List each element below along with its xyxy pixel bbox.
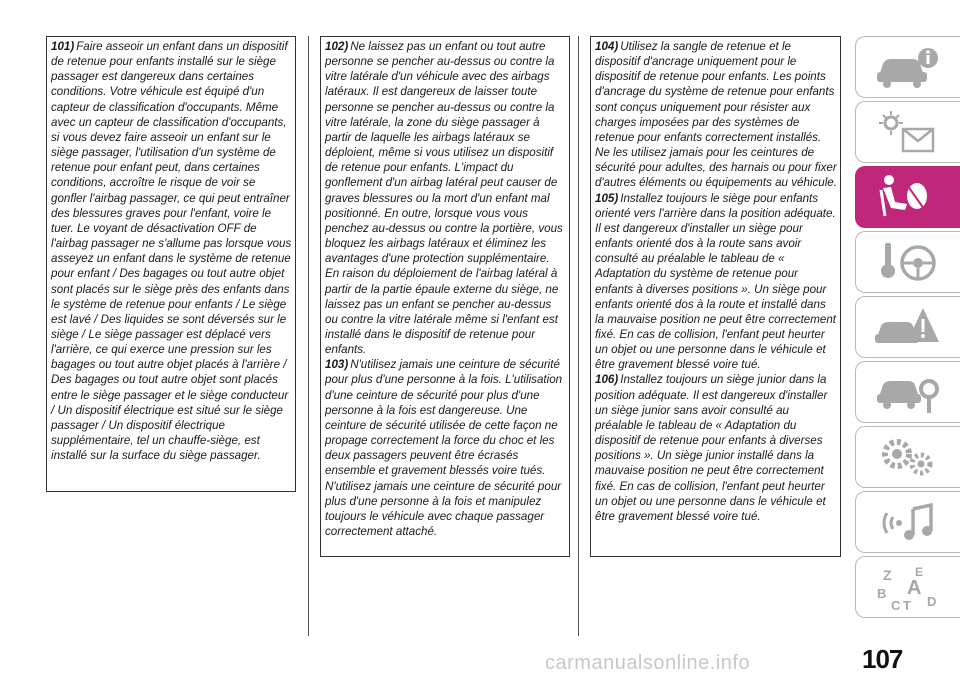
tab-dashboard[interactable] (855, 101, 960, 163)
breakdown-triangle-icon (873, 302, 943, 352)
tab-car-info[interactable] (855, 36, 960, 98)
car-maintenance-icon (873, 367, 943, 417)
warning-box-102-103 (320, 36, 570, 557)
svg-text:Z: Z (883, 567, 892, 583)
page-number: 107 (862, 644, 903, 674)
warning-number: 101) (51, 40, 75, 53)
warning-text: Installez toujours le siège pour enfants orienté vers l'arrière dans la position adéquate. Il est dangereux d'installer un siège pour enfants orienté dos à la route sans avoir consulté au préalable le tableau de « Adaptation du système de retenue pour enfants à diverses positions ». Un siège pour enfants orienté dos à la route et installé dans la mauvaise position ne peut être correctement fixé. En cas de collision, l'enfant peut heurter un objet ou une personne dans le véhicule et être gravement blessé voire tué. (595, 191, 837, 372)
multimedia-icon (873, 497, 943, 547)
warning-number: 105) (595, 191, 619, 205)
car-info-icon (873, 42, 943, 92)
gears-icon (873, 432, 943, 482)
svg-text:B: B (877, 586, 887, 601)
tab-starting-driving[interactable] (855, 231, 960, 293)
index-letters-icon (873, 562, 943, 612)
warning-text: Utilisez la sangle de retenue et le dispositif d'ancrage uniquement pour le dispositif de retenue pour enfants. Les points d'ancrage du système de retenue pour enfants sont conçus uniquement pour résister aux charges imposées par des systèmes de retenue pour enfants correctement installés. Ne les utilisez jamais pour les ceintures de sécurité pour adultes, des harnais ou pour fixer d'autres éléments ou équipements au véhicule. (595, 40, 837, 190)
column-divider (578, 36, 579, 636)
airbag-safety-icon (873, 172, 943, 222)
warning-text: Installez toujours un siège junior dans la position adéquate. Il est dangereux d'installer un siège junior sans avoir consulté au préalable le tableau de « Adaptation du dispositif de retenue pour enfants à diverses positions ». Un siège junior installé dans la mauvaise position ne peut être correctement fixé. En cas de collision, l'enfant peut heurter un objet ou une personne dans le véhicule et être gravement blessé voire tué. (595, 373, 828, 523)
tab-technical-data[interactable] (855, 426, 960, 488)
svg-text:E: E (915, 565, 924, 579)
svg-text:C: C (891, 598, 901, 612)
warning-number: 103) (325, 358, 349, 372)
column-divider (308, 36, 309, 636)
watermark: carmanualsonline.info (545, 652, 751, 674)
warning-box-101 (46, 36, 296, 492)
key-steering-wheel-icon (873, 237, 943, 287)
warning-text: Faire asseoir un enfant dans un dispositif de retenue pour enfants installé sur le siège passager est dangereux dans certaines conditions. Votre véhicule est équipé d'un capteur de classification d'occupants. Même avec un capteur de classification d'occupants, si vous devez faire asseoir un enfant sur le siège passager, l'utilisation d'un système de retenue pour enfant peut, dans certaines conditions, accroître le risque de voir se gonfler l'airbag passager, ce qui peut entraîner des blessures graves pour l'enfant, voire le tuer. Le voyant de désactivation OFF de l'airbag passager ne s'allume pas lorsque vous asseyez un enfant dans le système de retenue pour enfant / Des bagages ou tout autre objet sont placés sur le siège près des enfants dans le système de retenue pour enfants / Le siège est lavé / Des liquides se sont déversés sur le siège / Le siège passager est déplacé vers l'arrière, ce qui exerce une pression sur les bagages ou tout autre objet placés à l'arrière / Des bagages ou tout autre objet sont placés entre le siège passager et le siège conducteur / Un dispositif électrique est situé sur le siège passager / Un dispositif électrique supplémentaire, tel un chauffe-siège, est installé sur la surface du siège passager. (51, 40, 292, 463)
svg-text:D: D (927, 594, 937, 609)
warning-box-104-106 (590, 36, 841, 557)
tab-multimedia[interactable] (855, 491, 960, 553)
svg-text:T: T (903, 598, 911, 612)
tab-index[interactable] (855, 556, 960, 618)
warning-102 (325, 39, 566, 357)
svg-text:A: A (907, 577, 922, 599)
tab-safety[interactable] (855, 166, 960, 228)
dashboard-lights-icon (873, 107, 943, 157)
warning-101 (51, 39, 292, 463)
warning-103 (325, 357, 566, 539)
warning-number: 104) (595, 40, 619, 53)
warning-104 (595, 39, 837, 191)
warning-106 (595, 372, 837, 524)
warning-text: N'utilisez jamais une ceinture de sécurité pour plus d'une personne à la fois. L'utilisation d'une ceinture de sécurité pour plus d'une personne à la fois est dangereuse. Une ceinture de sécurité utilisée de cette façon ne propage correctement la force du choc et les deux passagers peuvent être écrasés ensemble et gravement blessés voire tués. N'utilisez jamais une ceinture de sécurité pour plus d'une personne à la fois et manipulez toujours le véhicule avec chaque passager correctement attaché. (325, 358, 563, 538)
tab-emergency[interactable] (855, 296, 960, 358)
warning-text: Ne laissez pas un enfant ou tout autre personne se pencher au-dessus ou contre la vitre latérale d'un véhicule avec des airbags latéraux. Il est dangereux de laisser toute personne se pencher au-dessus ou contre la vitre latérale, la zone du siège passager à partir de laquelle les airbags latéraux se déploient, même si vous utilisez un dispositif de retenue pour enfants. L'impact du gonflement d'un airbag latéral peut causer de graves blessures ou la mort d'un enfant mal positionné. En outre, lorsque vous vous penchez au-dessus ou contre la portière, vous bloquez les airbags latéraux et éliminez les avantages d'une protection supplémentaire. En raison du déploiement de l'airbag latéral à partir de la partie épaule externe du siège, ne laissez pas un enfant se pencher au-dessus ou contre la vitre latérale même si l'enfant est installé dans le dispositif de retenue pour enfants. (325, 40, 563, 357)
warning-number: 102) (325, 40, 349, 53)
warning-105 (595, 191, 837, 373)
warning-number: 106) (595, 373, 619, 387)
tab-maintenance[interactable] (855, 361, 960, 423)
